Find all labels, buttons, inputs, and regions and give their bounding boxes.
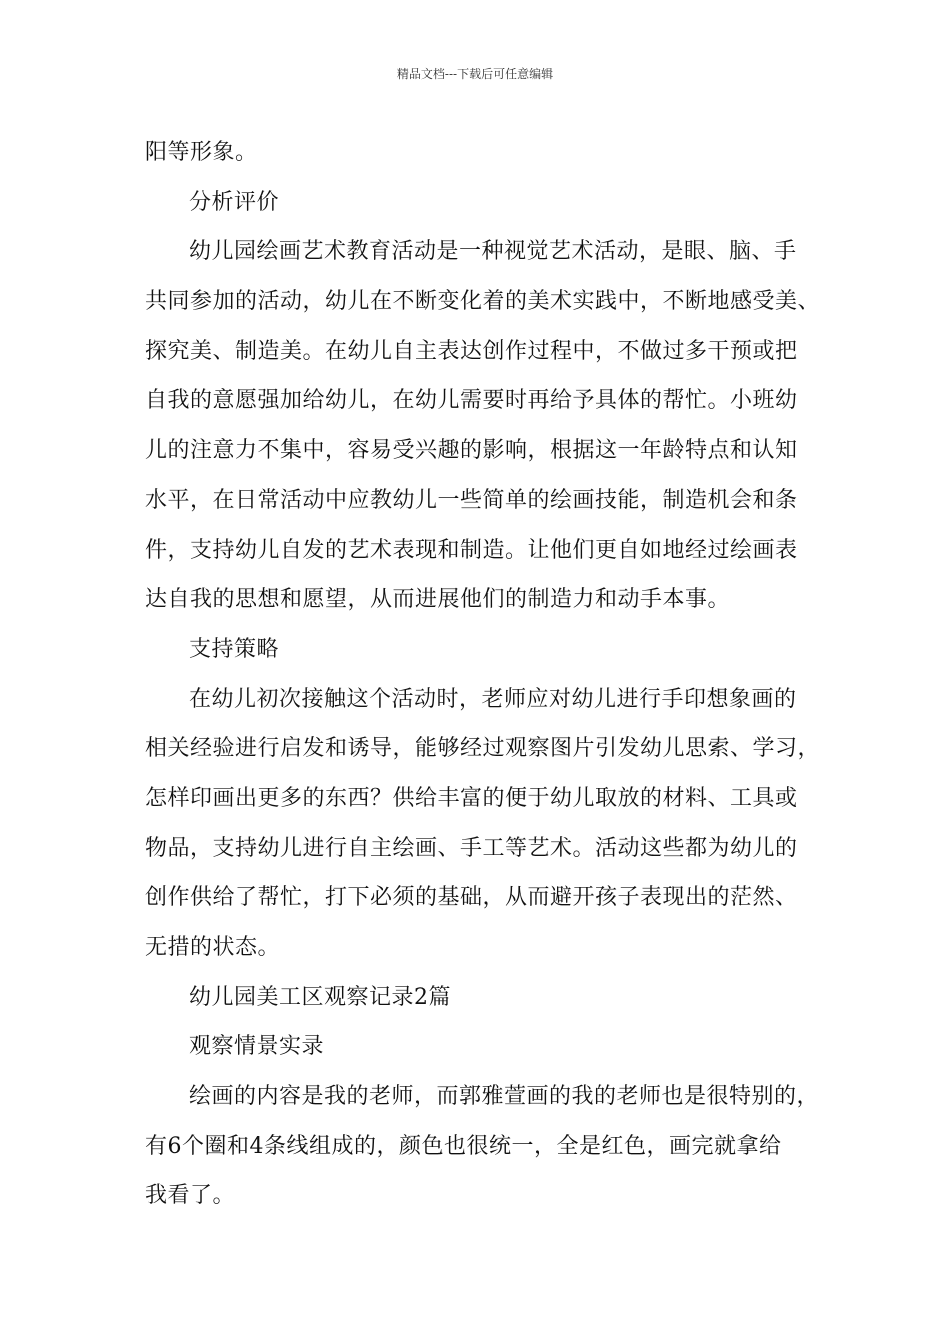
- text-line: 幼儿园绘画艺术教育活动是一种视觉艺术活动，是眼、脑、手: [189, 239, 797, 265]
- section-heading: 观察情景实录: [189, 1034, 325, 1060]
- text-line: 探究美、制造美。在幼儿自主表达创作过程中，不做过多干预或把: [145, 338, 798, 364]
- section-heading: 分析评价: [189, 189, 280, 215]
- text-line: 物品，支持幼儿进行自主绘画、手工等艺术。活动这些都为幼儿的: [145, 835, 798, 861]
- text-line: 无措的状态。: [145, 935, 281, 960]
- section-heading: 幼儿园美工区观察记录2篇: [189, 984, 451, 1010]
- text-line: 绘画的内容是我的老师，而郭雅萱画的我的老师也是很特别的，: [189, 1084, 820, 1110]
- page-header: 精品文档---下载后可任意编辑: [396, 67, 554, 81]
- text-line: 创作供给了帮忙，打下必须的基础，从而避开孩子表现出的茫然、: [145, 885, 798, 911]
- text-line: 自我的意愿强加给幼儿，在幼儿需要时再给予具体的帮忙。小班幼: [145, 388, 798, 414]
- text-line: 我看了。: [145, 1183, 236, 1209]
- text-line: 相关经验进行启发和诱导，能够经过观察图片引发幼儿思索、学习，: [145, 736, 821, 762]
- text-line: 水平，在日常活动中应教幼儿一些简单的绘画技能，制造机会和条: [145, 487, 798, 513]
- text-line: 阳等形象。: [145, 140, 258, 165]
- text-line: 件，支持幼儿自发的艺术表现和制造。让他们更自如地经过绘画表: [145, 537, 798, 563]
- text-line: 怎样印画出更多的东西？供给丰富的便于幼儿取放的材料、工具或: [145, 785, 798, 811]
- document-body: [145, 128, 825, 1221]
- text-line: 儿的注意力不集中，容易受兴趣的影响，根据这一年龄特点和认知: [145, 438, 798, 464]
- text-line: 共同参加的活动，幼儿在不断变化着的美术实践中，不断地感受美、: [145, 289, 821, 315]
- section-heading: 支持策略: [189, 636, 280, 662]
- text-line: 有6个圈和4条线组成的，颜色也很统一，全是红色，画完就拿给: [145, 1133, 782, 1159]
- text-line: 在幼儿初次接触这个活动时，老师应对幼儿进行手印想象画的: [189, 686, 797, 712]
- text-line: 达自我的思想和愿望，从而进展他们的制造力和动手本事。: [145, 587, 731, 613]
